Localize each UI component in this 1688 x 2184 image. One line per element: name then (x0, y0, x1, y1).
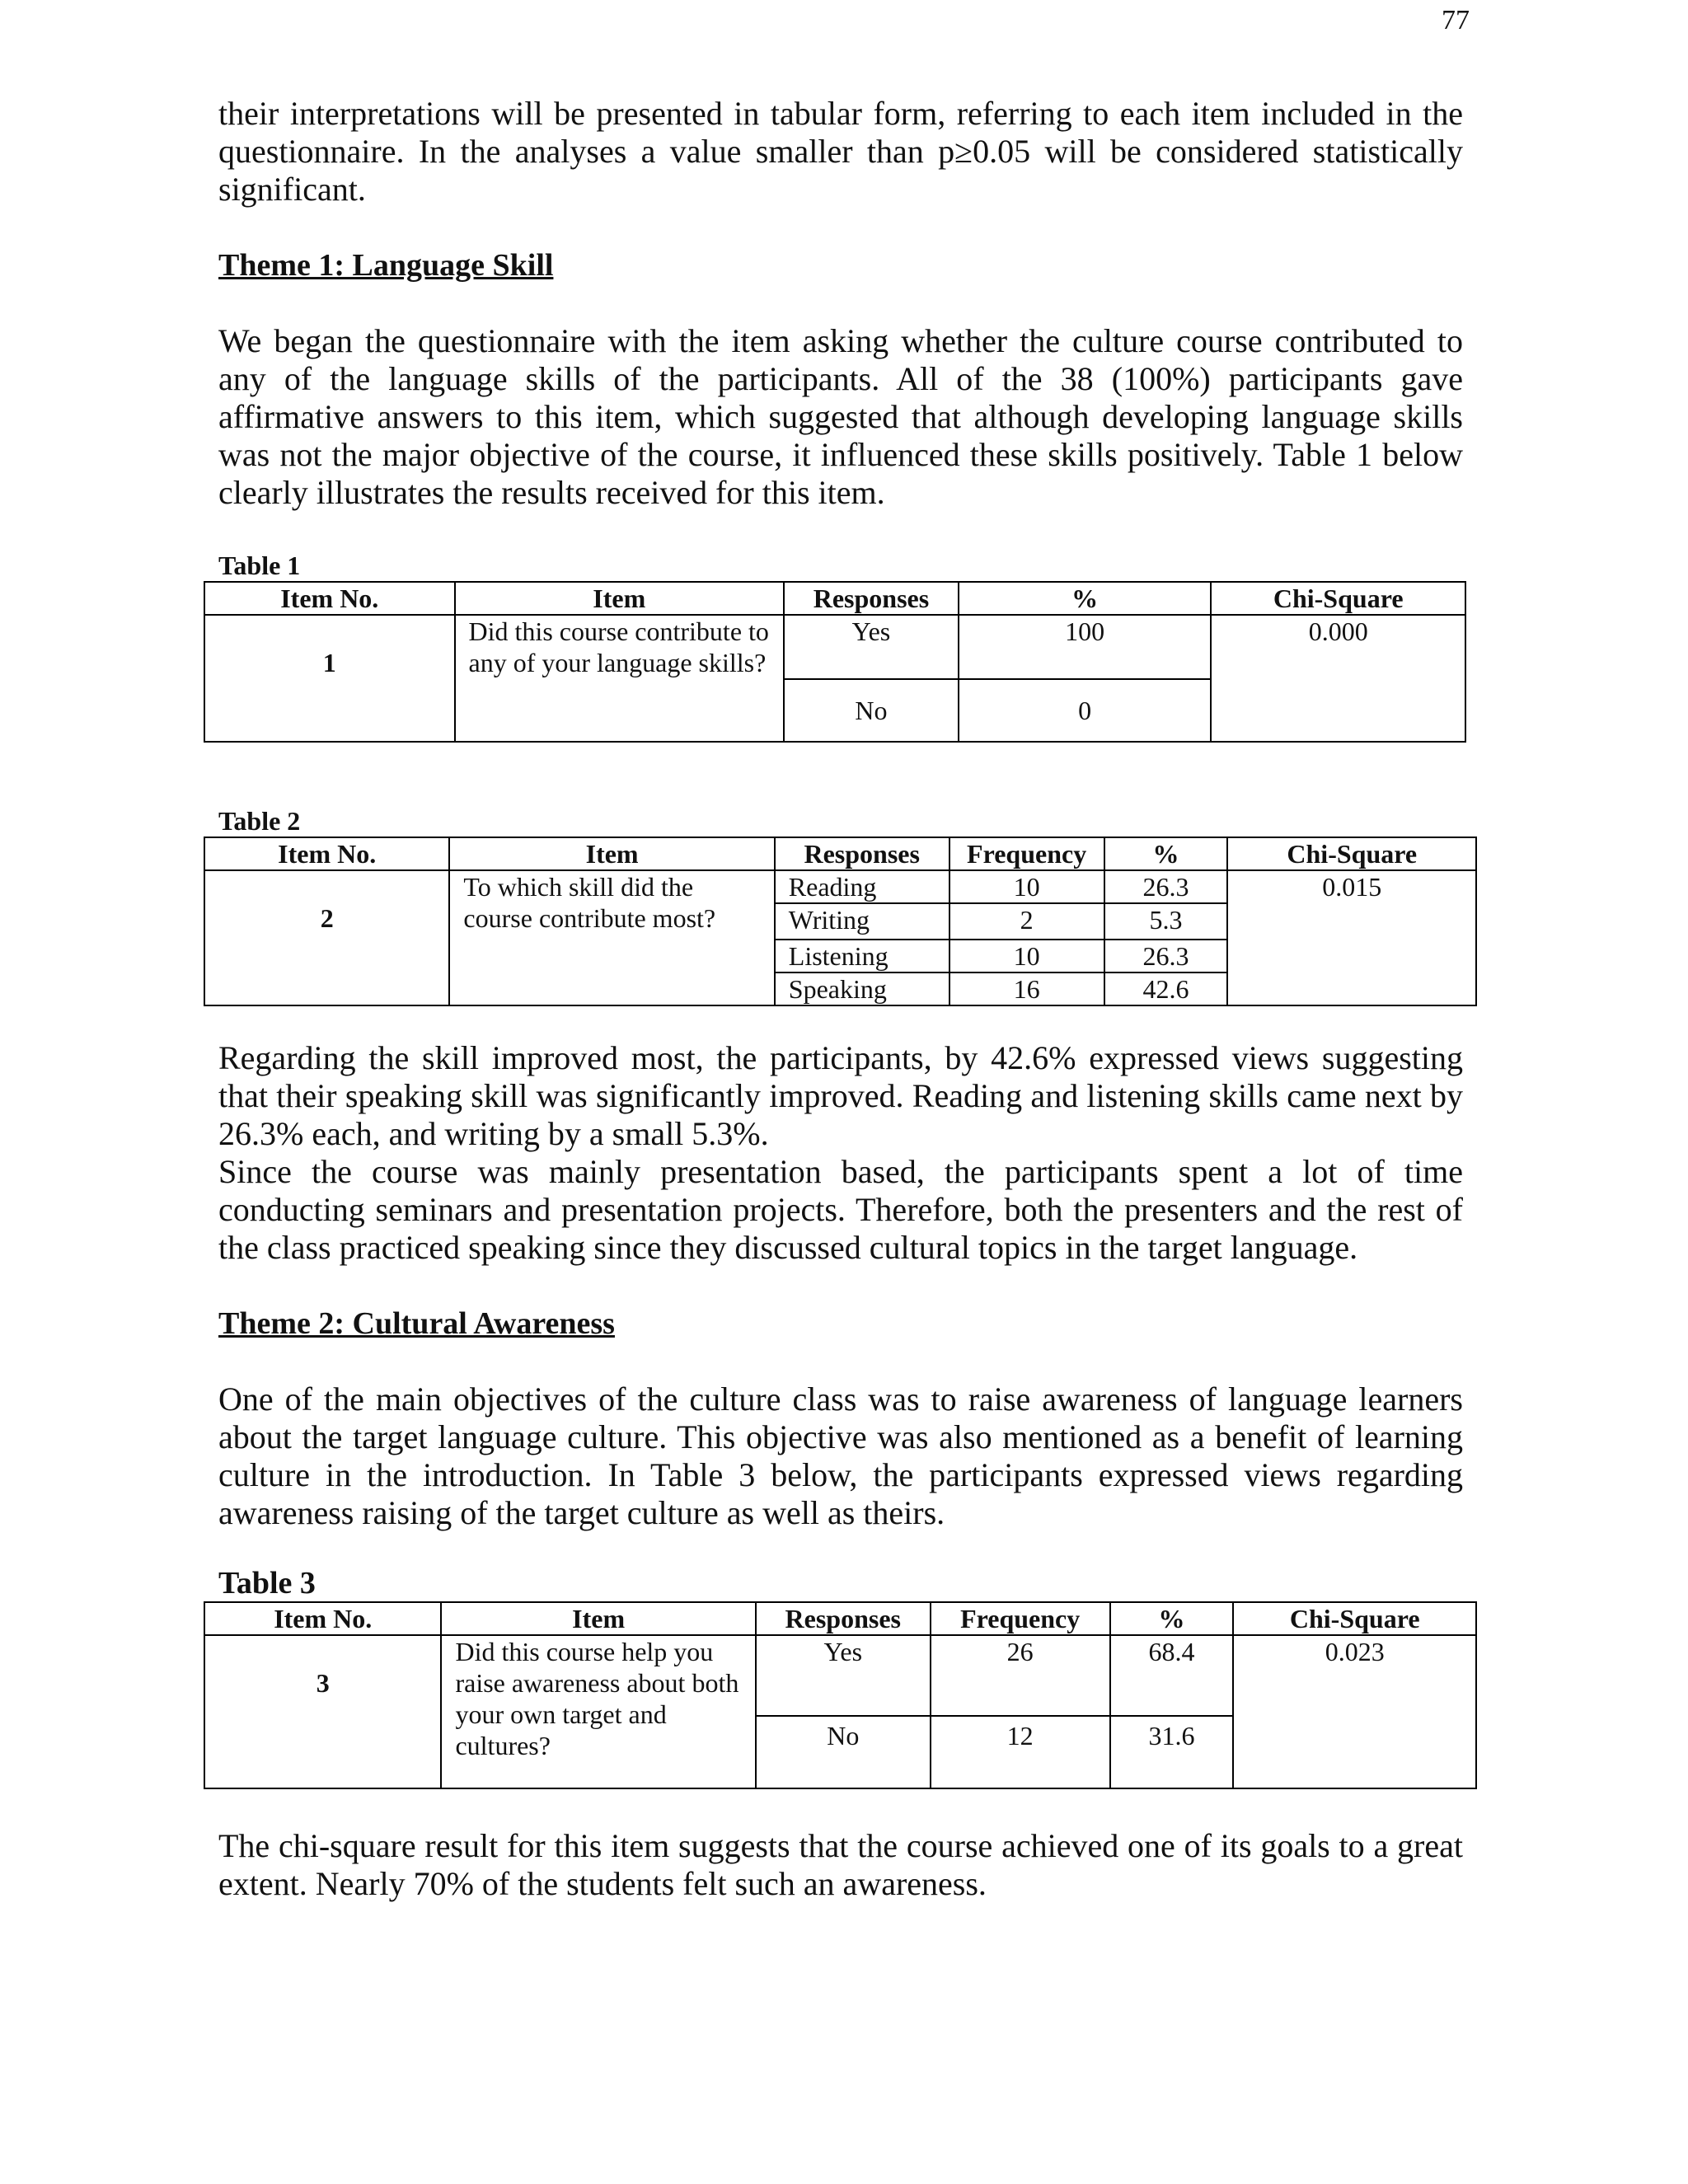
table2-item-text: To which skill did the course contribute most? (449, 870, 774, 1005)
table3-frequency: 12 (931, 1716, 1110, 1788)
table1-header-percent: % (959, 582, 1211, 615)
table2 (204, 837, 1477, 1006)
table2-caption: Table 2 (218, 806, 301, 836)
table2-header-chi-square: Chi-Square (1227, 837, 1476, 870)
table3-frequency: 26 (931, 1635, 1110, 1716)
table3-header-chi-square: Chi-Square (1233, 1602, 1476, 1635)
table1 (204, 581, 1466, 743)
table1-header-item: Item (455, 582, 784, 615)
table3-response: No (756, 1716, 931, 1788)
table-row (204, 1635, 1476, 1716)
table2-frequency: 10 (950, 940, 1104, 972)
table3-header-percent: % (1110, 1602, 1234, 1635)
table2-response: Writing (775, 903, 950, 940)
table3-header-item: Item (441, 1602, 755, 1635)
presentation-paragraph: Since the course was mainly presentation based, the participants spent a lot of time conducting seminars and presentation projects. Therefore, both the presenters and the rest of the class practiced speaking since they discussed cultural topics in the target language. (218, 1153, 1463, 1266)
table2-percent: 42.6 (1104, 972, 1228, 1005)
table1-caption: Table 1 (218, 551, 301, 580)
table2-response: Reading (775, 870, 950, 903)
table2-response: Speaking (775, 972, 950, 1005)
table-row (204, 615, 1465, 679)
table3-percent: 31.6 (1110, 1716, 1234, 1788)
table1-item-text: Did this course contribute to any of your language skills? (455, 615, 784, 742)
closing-paragraph: The chi-square result for this item suggests that the course achieved one of its goals to a great extent. Nearly 70% of the students felt such an awareness. (218, 1827, 1463, 1902)
table3-percent: 68.4 (1110, 1635, 1234, 1716)
table2-frequency: 10 (950, 870, 1104, 903)
theme2-paragraph: One of the main objectives of the culture class was to raise awareness of language learners about the target language culture. This objective was also mentioned as a benefit of learning culture in the introduction. In Table 3 below, the participants expressed views regarding awareness raising of the target culture as well as theirs. (218, 1380, 1463, 1531)
table1-response: No (784, 679, 959, 742)
table2-percent: 26.3 (1104, 940, 1228, 972)
table3-item-no: 3 (204, 1635, 441, 1788)
table-row (204, 870, 1476, 903)
table2-response: Listening (775, 940, 950, 972)
table2-percent: 5.3 (1104, 903, 1228, 940)
table2-percent: 26.3 (1104, 870, 1228, 903)
page-content (218, 95, 1463, 1903)
table1-header-item-no: Item No. (204, 582, 455, 615)
table2-frequency: 16 (950, 972, 1104, 1005)
table3-chi-square: 0.023 (1233, 1635, 1476, 1788)
table2-header-percent: % (1104, 837, 1228, 870)
table3-header-frequency: Frequency (931, 1602, 1110, 1635)
table1-chi-square: 0.000 (1211, 615, 1465, 742)
table1-header-responses: Responses (784, 582, 959, 615)
table3-response: Yes (756, 1635, 931, 1716)
intro-paragraph: their interpretations will be presented in tabular form, referring to each item included in the questionnaire. In the analyses a value smaller than p≥0.05 will be considered statistically significant. (218, 95, 1463, 208)
theme1-paragraph: We began the questionnaire with the item asking whether the culture course contributed to any of the language skills of the participants. All of the 38 (100%) participants gave affirmative answers to this item, which suggested that although developing language skills was not the major objective of the course, it influenced these skills positively. Table 1 below clearly illustrates the results received for this item. (218, 322, 1463, 511)
table2-header-frequency: Frequency (950, 837, 1104, 870)
table3-header-row (204, 1602, 1476, 1635)
table2-frequency: 2 (950, 903, 1104, 940)
table2-item-no: 2 (204, 870, 449, 1005)
table2-header-responses: Responses (775, 837, 950, 870)
table1-header-row (204, 582, 1465, 615)
table3-caption: Table 3 (218, 1566, 316, 1601)
table2-header-item: Item (449, 837, 774, 870)
page-number: 77 (1442, 5, 1470, 35)
theme2-heading: Theme 2: Cultural Awareness (218, 1306, 615, 1341)
table2-header-row (204, 837, 1476, 870)
table1-response: Yes (784, 615, 959, 679)
table3 (204, 1601, 1477, 1789)
theme1-heading: Theme 1: Language Skill (218, 248, 554, 283)
table1-percent: 100 (959, 615, 1211, 679)
table1-header-chi-square: Chi-Square (1211, 582, 1465, 615)
table2-discussion-paragraph: Regarding the skill improved most, the participants, by 42.6% expressed views suggesting that their speaking skill was significantly improved. Reading and listening skills came next by 26.3% each, and writing by a small 5.3%. (218, 1039, 1463, 1152)
table2-header-item-no: Item No. (204, 837, 449, 870)
table1-item-no: 1 (204, 615, 455, 742)
table3-item-text: Did this course help you raise awareness about both your own target and cultures? (441, 1635, 755, 1788)
table3-header-responses: Responses (756, 1602, 931, 1635)
table2-chi-square: 0.015 (1227, 870, 1476, 1005)
table1-percent: 0 (959, 679, 1211, 742)
table3-header-item-no: Item No. (204, 1602, 441, 1635)
